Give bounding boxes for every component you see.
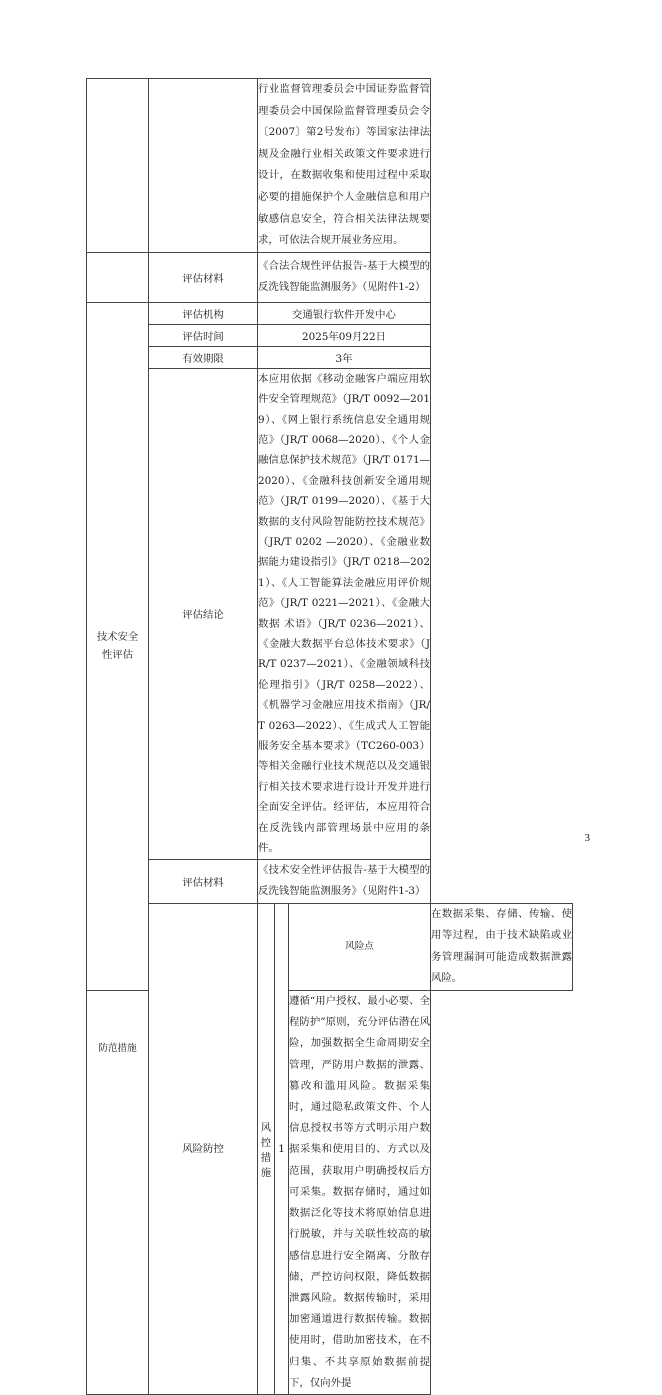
table-row [87, 324, 573, 346]
prevention-label: 防范措施 [87, 991, 149, 1395]
item-index: 1 [275, 903, 289, 1394]
section-title: 技术安全性评估 [96, 631, 139, 662]
table-row [87, 903, 573, 990]
empty-cell [149, 79, 258, 253]
material-label: 评估材料 [149, 252, 258, 302]
risk-point-value: 在数据采集、存储、传输、使用等过程，由于技术缺陷或业务管理漏洞可能造成数据泄露风险。 [431, 903, 573, 990]
table-row [87, 302, 573, 324]
page-number: 3 [584, 832, 590, 844]
table-row [87, 79, 573, 253]
table-row [87, 368, 573, 859]
risk-point-label: 风险点 [289, 903, 431, 990]
assessment-table [86, 78, 573, 1395]
table-row [87, 346, 573, 368]
time-value: 2025年09月22日 [258, 324, 431, 346]
section-label-tech [87, 302, 149, 990]
compliance-text-cell: 行业监督管理委员会中国证券监督管理委员会中国保险监督管理委员会令〔2007〕第2号发布）等国家法律法规及金融行业相关政策文件要求进行设计，在数据收集和使用过程中采取必要的措施保护个人金融信息和用户敏感信息安全，符合相关法律法规要求，可依法合规开展业务应用。 [258, 79, 431, 253]
section-label-risk: 风险防控 [149, 903, 258, 1394]
empty-cell [87, 79, 149, 253]
prevention-value: 遵循“用户授权、最小必要、全程防护”原则，充分评估潜在风险，加强数据全生命周期安全管理，严防用户数据的泄露、篡改和滥用风险。数据采集时，通过隐私政策文件、个人信息授权书等方式明示用户数据采集和使用目的、方式以及范围，获取用户明确授权后方可采集。数据存储时，通过如数据泛化等技术将原始信息进行脱敏，并与关联性较高的敏感信息进行安全隔离、分散存储，严控访问权限，降低数据泄露风险。数据传输时，采用加密通道进行数据传输。数据使用时，借助加密技术，在不归集、不共享原始数据前提下，仅向外提 [289, 991, 431, 1395]
empty-cell [87, 252, 149, 302]
conclusion-label: 评估结论 [149, 368, 258, 859]
material-label: 评估材料 [149, 859, 258, 903]
org-label: 评估机构 [149, 302, 258, 324]
time-label: 评估时间 [149, 324, 258, 346]
conclusion-value: 本应用依据《移动金融客户端应用软件安全管理规范》（JR/T 0092—2019）、《网上银行系统信息安全通用规范》（JR/T 0068—2020）、《个人金融信息保护技术规范》（JR/T 0171—2020）、《金融科技创新安全通用规范》（JR/T 0199—2020）、《基于大数据的支付风险智能防控技术规范》（JR/T 0202 —2020）、《金融业数据能力建设指引》（JR/T 0218—2021）、《人工智能算法金融应用评价规范》（JR/T 0221—2021）、《金融大数据 术语》（JR/T 0236—2021）、《金融大数据平台总体技术要求》（JR/T 0237—2021）、《金融领域科技伦理指引》（JR/T 0258—2022）、《机器学习金融应用技术指南》（JR/T 0263—2022）、《生成式人工智能服务安全基本要求》（TC260-003）等相关金融行业技术规范以及交通银行相关技术要求进行设计开发并进行全面安全评估。经评估，本应用符合在反洗钱内部管理场景中应用的条件。 [258, 368, 431, 859]
material-value: 《技术安全性评估报告-基于大模型的反洗钱智能监测服务》（见附件1-3） [258, 859, 431, 903]
period-value: 3年 [258, 346, 431, 368]
control-label: 风控措施 [258, 903, 275, 1394]
table-row [87, 859, 573, 903]
table-row [87, 252, 573, 302]
org-value: 交通银行软件开发中心 [258, 302, 431, 324]
material-value: 《合法合规性评估报告-基于大模型的反洗钱智能监测服务》（见附件1-2） [258, 252, 431, 302]
period-label: 有效期限 [149, 346, 258, 368]
